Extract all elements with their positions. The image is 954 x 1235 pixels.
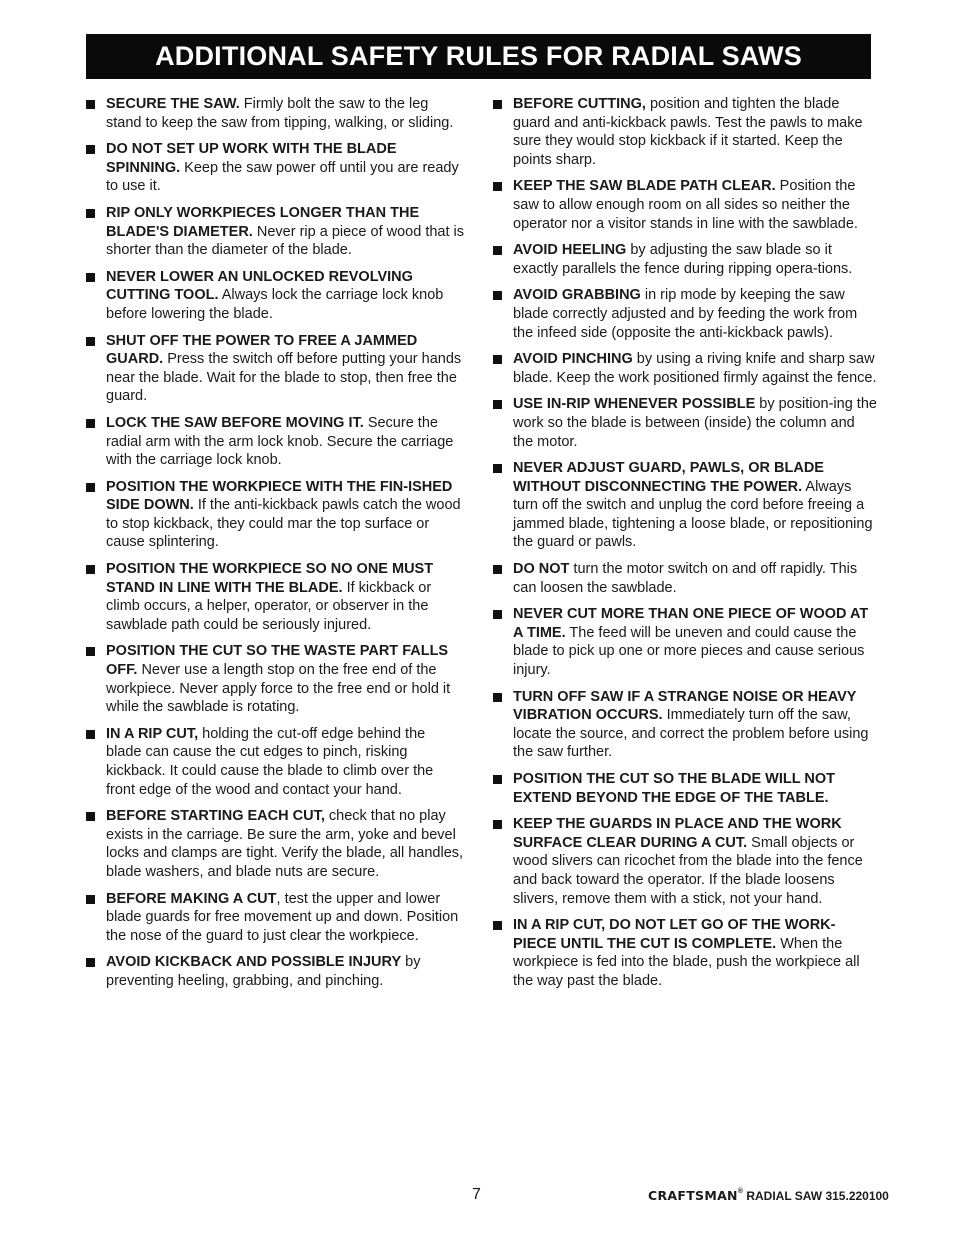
list-item: KEEP THE GUARDS IN PLACE AND THE WORK SURFACE CLEAR DURING A CUT. Small objects or wood slivers can ricochet from the blade into the fence and back toward the operator. If the blade loosens slivers, remove them with a stick, not your hand.: [493, 815, 877, 908]
list-item: IN A RIP CUT, holding the cut-off edge behind the blade can cause the cut edges to pinch, risking kickback. It could cause the blade to climb over the front edge of the wood and contact your hand.: [86, 725, 464, 799]
bullet-square-icon: [493, 693, 502, 702]
bullet-square-icon: [493, 775, 502, 784]
footer-model-line: [648, 1188, 889, 1203]
list-item: AVOID PINCHING by using a riving knife and sharp saw blade. Keep the work positioned firmly against the fence.: [493, 350, 877, 387]
list-item: NEVER ADJUST GUARD, PAWLS, OR BLADE WITHOUT DISCONNECTING THE POWER. Always turn off the switch and unplug the cord before freeing a jammed blade, tightening a loose blade, or repositioning the guard or pawls.: [493, 459, 877, 552]
bullet-square-icon: [86, 145, 95, 154]
bullet-square-icon: [86, 647, 95, 656]
bullet-square-icon: [493, 400, 502, 409]
bullet-square-icon: [493, 355, 502, 364]
left-column: [86, 95, 464, 999]
brand-logo: CRAFTSMAN: [648, 1188, 738, 1203]
page-title-banner: [86, 34, 871, 79]
list-item: DO NOT turn the motor switch on and off rapidly. This can loosen the sawblade.: [493, 560, 877, 597]
list-item: POSITION THE CUT SO THE WASTE PART FALLS OFF. Never use a length stop on the free end of the workpiece. Never apply force to the free end or hold it while the sawblade is rotating.: [86, 642, 464, 716]
bullet-square-icon: [493, 464, 502, 473]
list-item: POSITION THE WORKPIECE SO NO ONE MUST STAND IN LINE WITH THE BLADE. If kickback or climb occurs, a helper, operator, or observer in the sawblade path could be seriously injured.: [86, 560, 464, 634]
bullet-square-icon: [493, 921, 502, 930]
model-number: RADIAL SAW 315.220100: [746, 1189, 889, 1203]
bullet-square-icon: [493, 246, 502, 255]
bullet-square-icon: [86, 565, 95, 574]
bullet-square-icon: [86, 958, 95, 967]
bullet-square-icon: [86, 337, 95, 346]
bullet-square-icon: [86, 100, 95, 109]
bullet-square-icon: [86, 273, 95, 282]
bullet-square-icon: [86, 812, 95, 821]
right-column: [493, 95, 877, 999]
list-item: POSITION THE CUT SO THE BLADE WILL NOT EXTEND BEYOND THE EDGE OF THE TABLE.: [493, 770, 877, 807]
page-number: 7: [472, 1186, 481, 1203]
list-item: DO NOT SET UP WORK WITH THE BLADE SPINNING. Keep the saw power off until you are ready to use it.: [86, 140, 464, 196]
bullet-square-icon: [493, 182, 502, 191]
bullet-square-icon: [493, 291, 502, 300]
list-item: AVOID HEELING by adjusting the saw blade so it exactly parallels the fence during ripping opera-tions.: [493, 241, 877, 278]
list-item: NEVER CUT MORE THAN ONE PIECE OF WOOD AT A TIME. The feed will be uneven and could cause the blade to pick up one or more pieces and cause serious injury.: [493, 605, 877, 679]
list-item: SECURE THE SAW. Firmly bolt the saw to the leg stand to keep the saw from tipping, walking, or sliding.: [86, 95, 464, 132]
bullet-square-icon: [86, 730, 95, 739]
bullet-square-icon: [493, 100, 502, 109]
list-item: BEFORE MAKING A CUT, test the upper and lower blade guards for free movement up and down. Position the nose of the guard to just clear the workpiece.: [86, 890, 464, 946]
list-item: TURN OFF SAW IF A STRANGE NOISE OR HEAVY VIBRATION OCCURS. Immediately turn off the saw, locate the source, and correct the problem before using the saw further.: [493, 688, 877, 762]
list-item: KEEP THE SAW BLADE PATH CLEAR. Position the saw to allow enough room on all sides so neither the operator nor a visitor stands in line with the sawblade.: [493, 177, 877, 233]
list-item: AVOID KICKBACK AND POSSIBLE INJURY by preventing heeling, grabbing, and pinching.: [86, 953, 464, 990]
bullet-square-icon: [493, 565, 502, 574]
list-item: NEVER LOWER AN UNLOCKED REVOLVING CUTTING TOOL. Always lock the carriage lock knob before lowering the blade.: [86, 268, 464, 324]
list-item: RIP ONLY WORKPIECES LONGER THAN THE BLADE'S DIAMETER. Never rip a piece of wood that is shorter than the diameter of the blade.: [86, 204, 464, 260]
bullet-square-icon: [493, 820, 502, 829]
list-item: BEFORE CUTTING, position and tighten the blade guard and anti-kickback pawls. Test the pawls to make sure they would stop kickback if it started. Keep the points sharp.: [493, 95, 877, 169]
registered-mark: ®: [737, 1188, 743, 1195]
list-item: AVOID GRABBING in rip mode by keeping the saw blade correctly adjusted and by feeding the work from the infeed side (opposite the anti-kickback pawls).: [493, 286, 877, 342]
list-item: USE IN-RIP WHENEVER POSSIBLE by position-ing the work so the blade is between (inside) the column and the motor.: [493, 395, 877, 451]
bullet-square-icon: [86, 419, 95, 428]
list-item: IN A RIP CUT, DO NOT LET GO OF THE WORK-PIECE UNTIL THE CUT IS COMPLETE. When the workpiece is fed into the blade, push the workpiece all the way past the blade.: [493, 916, 877, 990]
list-item: LOCK THE SAW BEFORE MOVING IT. Secure the radial arm with the arm lock knob. Secure the carriage with the carriage lock knob.: [86, 414, 464, 470]
bullet-square-icon: [86, 209, 95, 218]
list-item: SHUT OFF THE POWER TO FREE A JAMMED GUARD. Press the switch off before putting your hands near the blade. Wait for the blade to stop, then free the guard.: [86, 332, 464, 406]
list-item: POSITION THE WORKPIECE WITH THE FIN-ISHED SIDE DOWN. If the anti-kickback pawls catch the wood to stop kickback, they could mar the top surface or cause splintering.: [86, 478, 464, 552]
bullet-square-icon: [493, 610, 502, 619]
bullet-square-icon: [86, 895, 95, 904]
list-item: BEFORE STARTING EACH CUT, check that no play exists in the carriage. Be sure the arm, yoke and bevel locks and clamps are tight. Verify the blade, all handles, blade washers, and blade nuts are secure.: [86, 807, 464, 881]
page-title: ADDITIONAL SAFETY RULES FOR RADIAL SAWS: [155, 41, 802, 71]
bullet-square-icon: [86, 483, 95, 492]
